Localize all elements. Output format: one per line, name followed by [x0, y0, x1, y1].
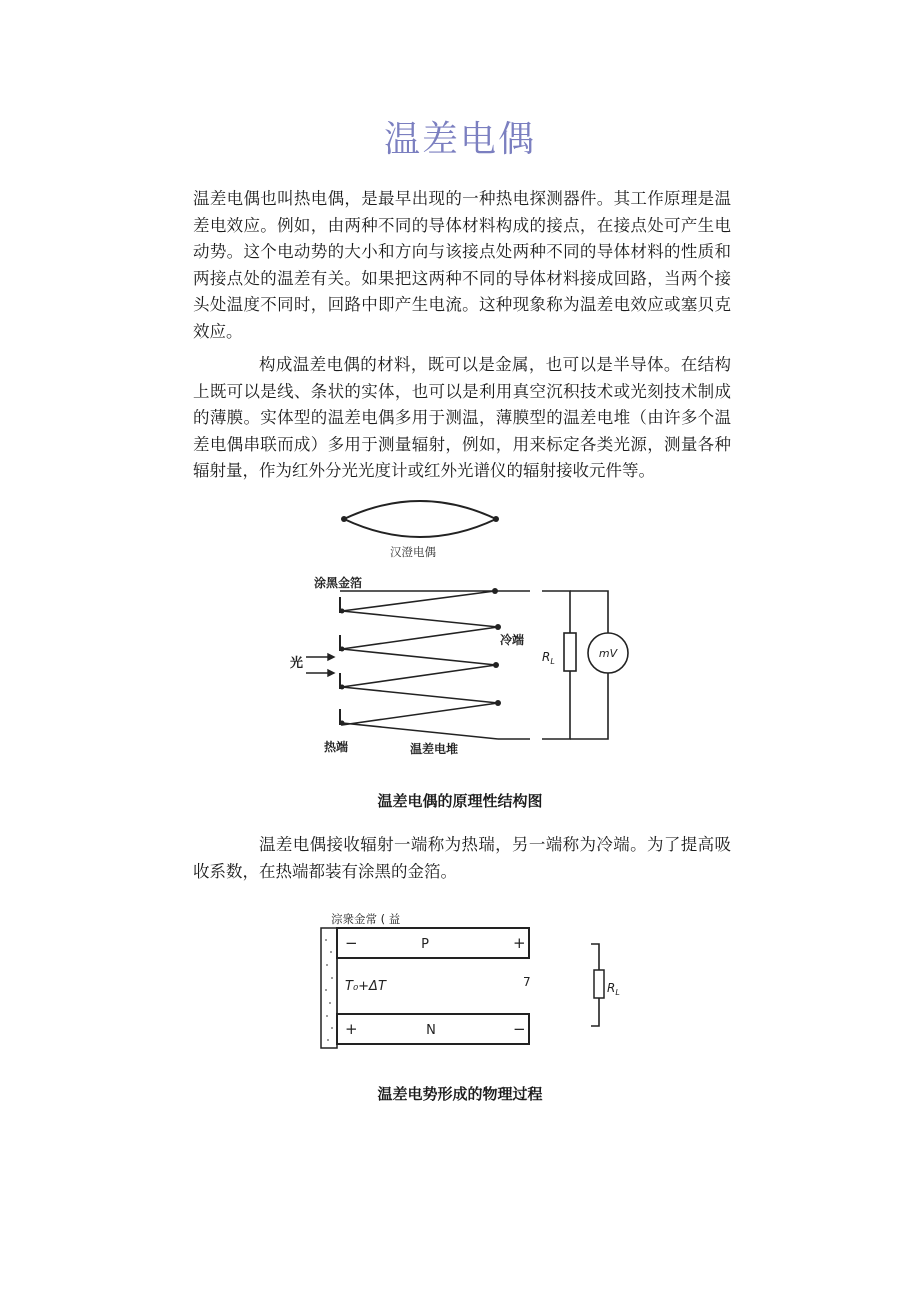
resistor-label: $R_L$: [542, 650, 555, 666]
light-label: 光: [290, 656, 304, 671]
meter-label: mV: [598, 647, 618, 660]
external-resistor-label: $R_L$: [607, 981, 620, 997]
n-plus-sign: +: [345, 1020, 358, 1038]
foil-label: 淙衆金常 ( 益: [331, 912, 401, 926]
cold-end-label: 冷端: [500, 633, 525, 647]
p-plus-sign: +: [513, 934, 526, 952]
thermopile-diagram: [270, 495, 660, 765]
paragraph-materials: 构成温差电偶的材料，既可以是金属，也可以是半导体。在结构上既可以是线、条状的实体，也可以是利用真空沉积技术或光刻技术制成的薄膜。实体型的温差电偶多用于测温，薄膜型的温差电堆（由许多个温差电偶串联而成）多用于测量辐射，例如，用来标定各类光源，测量各种辐射量，作为红外分光光度计或红外光谱仪的辐射接收元件等。: [193, 355, 731, 480]
load-resistor: [564, 633, 576, 671]
p-type-bar: [337, 928, 529, 958]
thermocouple-label: 汉澄电偶: [390, 545, 436, 559]
cold-end-mark: 7: [523, 975, 531, 989]
black-foil-label: 涂黑金箔: [314, 576, 363, 590]
document-title: 温差电偶: [383, 119, 536, 160]
pn-junction-diagram: [315, 910, 645, 1055]
simple-thermocouple-sketch: [344, 501, 496, 537]
n-label: N: [426, 1023, 436, 1038]
figure1-caption: 温差电偶的原理性结构图: [377, 792, 543, 810]
external-resistor: [594, 970, 604, 998]
hot-end-label: 热端: [324, 740, 349, 754]
figure2-caption: 温差电势形成的物理过程: [377, 1085, 543, 1103]
temperature-label: T₀+ΔT: [345, 979, 386, 994]
light-arrows-icon: [306, 654, 334, 676]
p-label: P: [421, 937, 429, 952]
n-minus-sign: −: [513, 1020, 526, 1038]
paragraph-hot-cold-ends: 温差电偶接收辐射一端称为热瑞，另一端称为冷端。为了提高吸收系数，在热端都装有涂黑的金箔。: [193, 835, 731, 881]
thermopile-label: 温差电堆: [410, 742, 459, 756]
black-foil-strip: [321, 928, 337, 1048]
paragraph-intro: 温差电偶也叫热电偶，是最早出现的一种热电探测器件。其工作原理是温差电效应。例如，由两种不同的导体材料构成的接点，在接点处可产生电动势。这个电动势的大小和方向与该接点处两种不同的导体材料的性质和两接点处的温差有关。如果把这两种不同的导体材料接成回路，当两个接头处温度不同时，回路中即产生电流。这种现象称为温差电效应或塞贝克效应。: [193, 189, 731, 341]
p-minus-sign: −: [345, 934, 358, 952]
